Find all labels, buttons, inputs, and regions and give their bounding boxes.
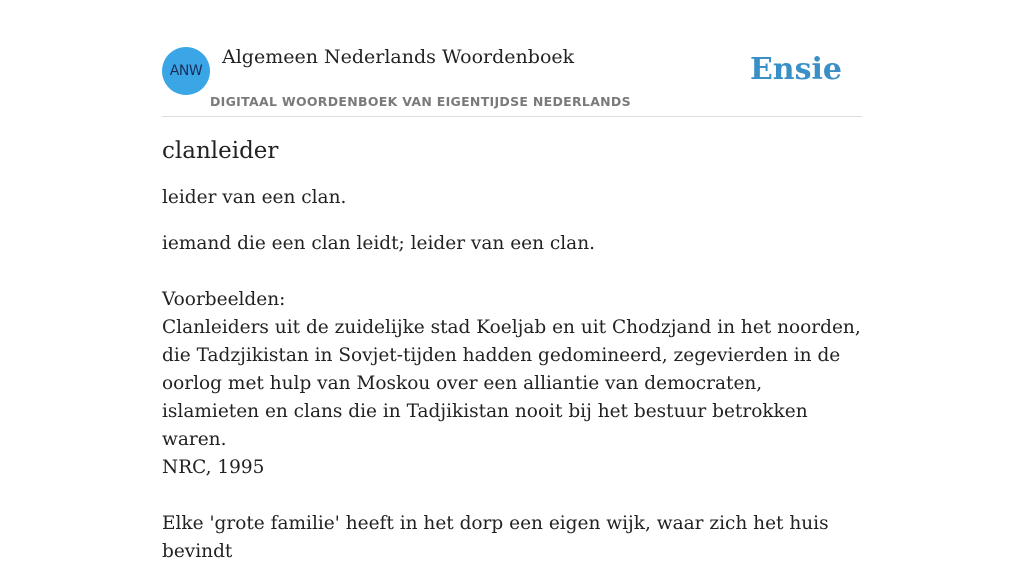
spacer — [162, 258, 862, 286]
entry-headword: clanleider — [162, 138, 279, 164]
site-header — [162, 40, 862, 117]
example-text: Clanleiders uit de zuidelijke stad Koeljab en uit Chodzjand in het noorden, die Tadzjikistan in Sovjet-tijden hadden gedomineerd, zegevierden in de oorlog met hulp van Moskou over een alliantie van democraten, islamieten en clans die in Tadjikistan nooit bij het bestuur betrokken waren. — [162, 317, 861, 450]
definition-text: iemand die een clan leidt; leider van een clan. — [162, 233, 595, 254]
definition-block — [162, 230, 862, 566]
ensie-brand-link[interactable]: Ensie — [749, 52, 842, 87]
anw-logo[interactable] — [162, 47, 210, 95]
site-title[interactable]: Algemeen Nederlands Woordenboek — [222, 46, 575, 68]
entry-content — [162, 138, 862, 566]
examples-label: Voorbeelden: — [162, 289, 286, 310]
spacer — [162, 482, 862, 510]
logo-text: ANW — [169, 63, 203, 79]
site-subtitle: DIGITAAL WOORDENBOEK VAN EIGENTIJDSE NEDERLANDS — [210, 94, 631, 109]
example-source: NRC, 1995 — [162, 457, 265, 478]
short-definition: leider van een clan. — [162, 187, 347, 208]
example-text: Elke 'grote familie' heeft in het dorp een eigen wijk, waar zich het huis bevindt — [162, 513, 829, 562]
